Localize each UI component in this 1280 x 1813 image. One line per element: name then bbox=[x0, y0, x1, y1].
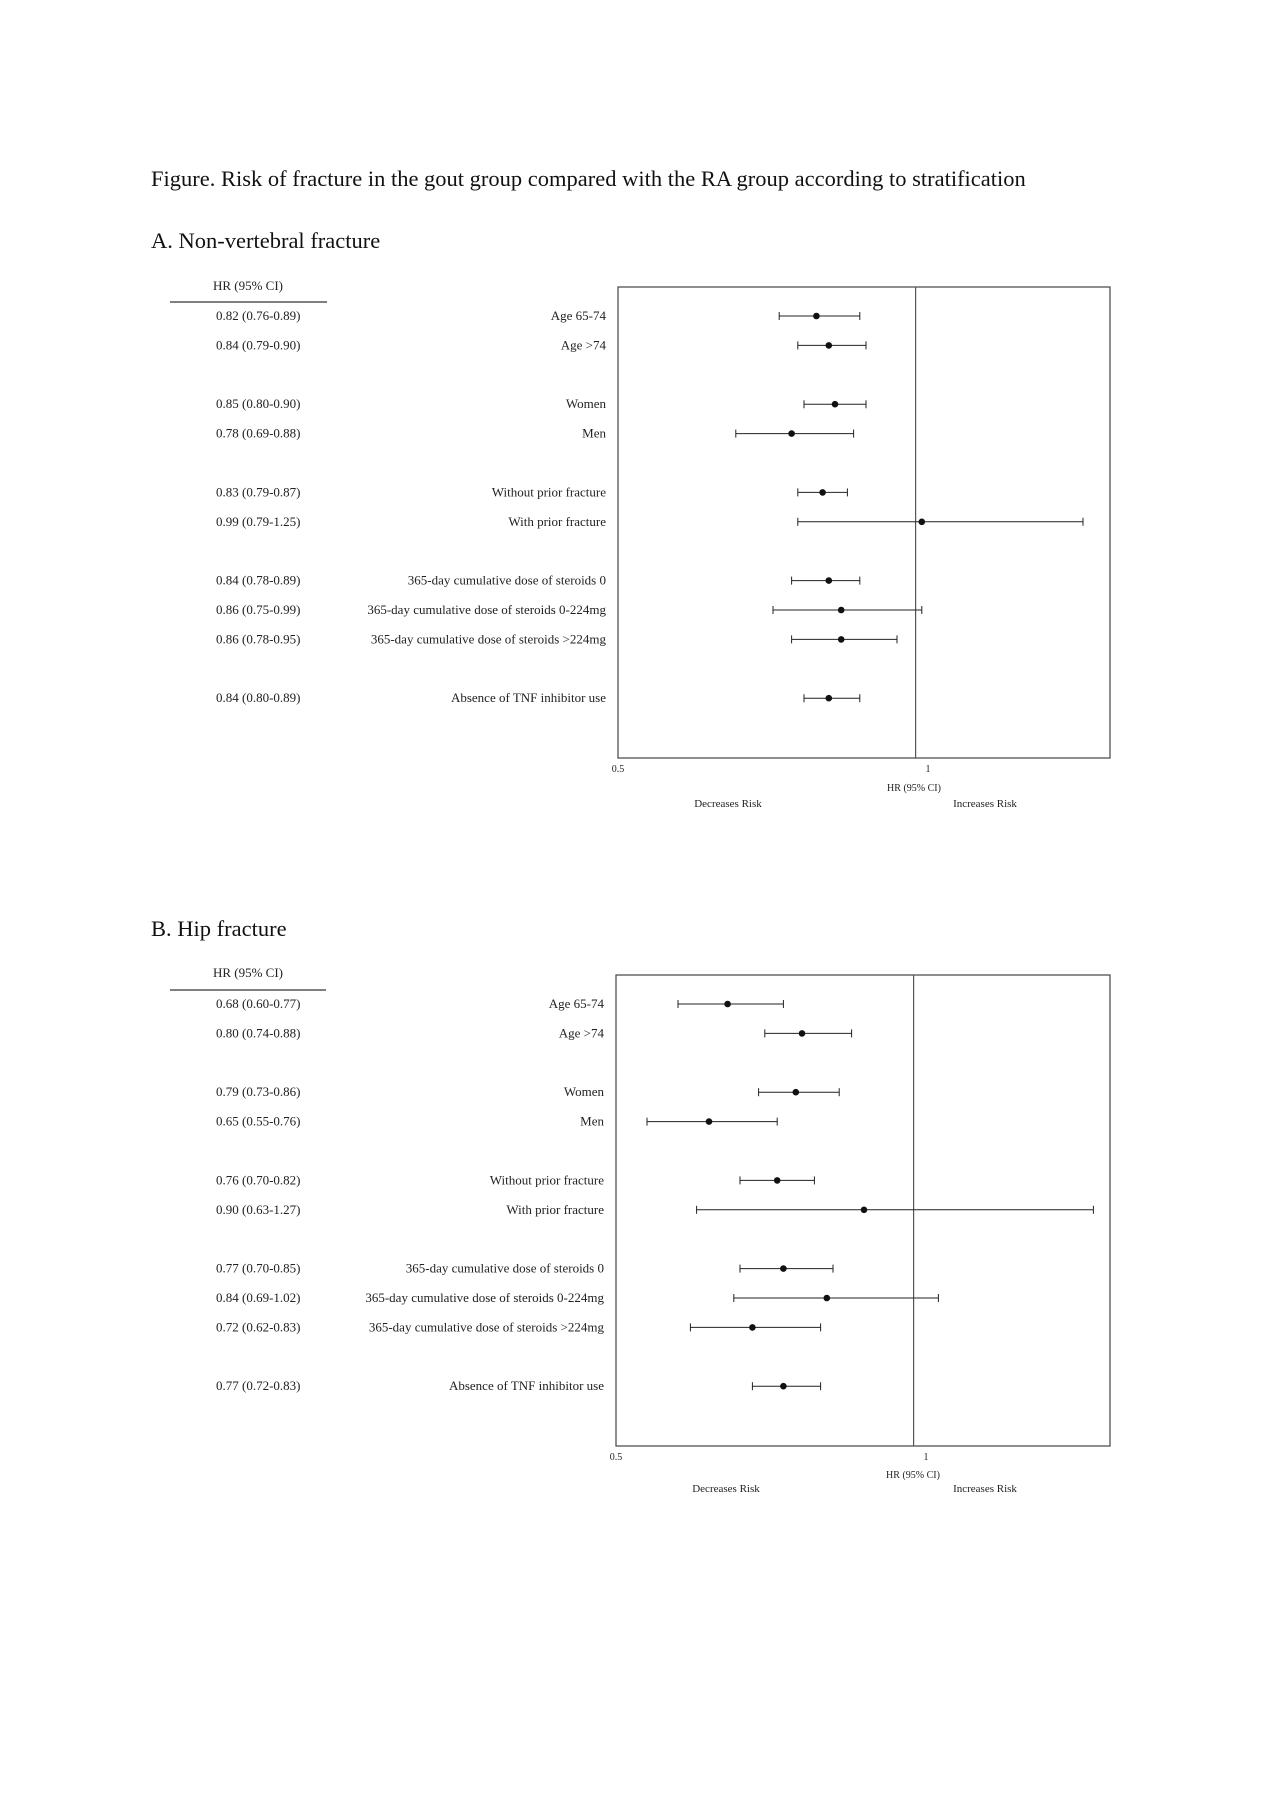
row-label: 365-day cumulative dose of steroids 0-224mg bbox=[367, 602, 606, 617]
left-annotation: Decreases Risk bbox=[694, 798, 762, 810]
hr-value-text: 0.68 (0.60-0.77) bbox=[216, 996, 301, 1011]
hr-value-text: 0.85 (0.80-0.90) bbox=[216, 396, 301, 412]
hr-value-text: 0.84 (0.69-1.02) bbox=[216, 1290, 301, 1305]
point-estimate bbox=[749, 1324, 756, 1331]
hr-value-text: 0.86 (0.75-0.99) bbox=[216, 602, 301, 617]
x-tick-label: 0.5 bbox=[611, 764, 625, 775]
hr-value-text: 0.90 (0.63-1.27) bbox=[216, 1201, 301, 1217]
row-label: Men bbox=[580, 1113, 604, 1129]
hr-value-text: 0.86 (0.78-0.95) bbox=[216, 631, 301, 647]
row-label: Without prior fracture bbox=[489, 1172, 604, 1188]
hr-value-text: 0.80 (0.74-0.88) bbox=[216, 1025, 301, 1041]
point-estimate bbox=[793, 1089, 800, 1096]
hr-value-text: 0.84 (0.78-0.89) bbox=[216, 572, 301, 588]
point-estimate bbox=[780, 1265, 787, 1272]
point-estimate bbox=[824, 1295, 831, 1302]
figure-title: Figure. Risk of fracture in the gout group compared with the RA group according to stratification bbox=[151, 166, 1026, 191]
panel-a-title: A. Non-vertebral fracture bbox=[151, 228, 381, 253]
hr-value-text: 0.83 (0.79-0.87) bbox=[216, 484, 301, 500]
row-label: Age >74 bbox=[558, 1025, 604, 1041]
row-label: With prior fracture bbox=[508, 513, 606, 529]
row-label: Age 65-74 bbox=[550, 308, 606, 323]
row-label: Age >74 bbox=[560, 337, 606, 353]
row-label: 365-day cumulative dose of steroids >224mg bbox=[368, 1319, 604, 1335]
right-annotation: Increases Risk bbox=[953, 1483, 1017, 1495]
row-label: Without prior fracture bbox=[491, 484, 606, 500]
x-tick-label: 0.5 bbox=[609, 1452, 623, 1463]
table-header: HR (95% CI) bbox=[212, 965, 284, 980]
point-estimate bbox=[799, 1030, 806, 1037]
table-header: HR (95% CI) bbox=[212, 278, 284, 293]
row-label: With prior fracture bbox=[506, 1201, 604, 1217]
row-label: Absence of TNF inhibitor use bbox=[450, 690, 606, 706]
left-annotation: Decreases Risk bbox=[692, 1483, 760, 1495]
row-label: 365-day cumulative dose of steroids >224mg bbox=[370, 631, 606, 647]
row-label: 365-day cumulative dose of steroids 0 bbox=[405, 1260, 604, 1276]
hr-value-text: 0.99 (0.79-1.25) bbox=[216, 513, 301, 529]
row-label: Men bbox=[582, 425, 606, 441]
x-tick-label: 1 bbox=[925, 764, 931, 775]
x-axis-label: HR (95% CI) bbox=[886, 1470, 940, 1481]
hr-value-text: 0.84 (0.80-0.89) bbox=[216, 690, 301, 706]
hr-value-text: 0.77 (0.70-0.85) bbox=[216, 1260, 301, 1276]
x-tick-label: 1 bbox=[923, 1452, 929, 1463]
hr-value-text: 0.84 (0.79-0.90) bbox=[216, 337, 301, 353]
point-estimate bbox=[861, 1207, 868, 1214]
hr-value-text: 0.76 (0.70-0.82) bbox=[216, 1172, 301, 1188]
point-estimate bbox=[706, 1118, 713, 1125]
hr-value-text: 0.82 (0.76-0.89) bbox=[216, 308, 301, 323]
hr-value-text: 0.79 (0.73-0.86) bbox=[216, 1084, 301, 1100]
hr-value-text: 0.72 (0.62-0.83) bbox=[216, 1319, 301, 1335]
point-estimate bbox=[774, 1177, 781, 1184]
row-label: 365-day cumulative dose of steroids 0-224mg bbox=[365, 1290, 604, 1305]
panel-b-title: B. Hip fracture bbox=[151, 916, 287, 941]
point-estimate bbox=[724, 1001, 731, 1008]
row-label: Women bbox=[565, 396, 606, 412]
row-label: 365-day cumulative dose of steroids 0 bbox=[407, 572, 606, 588]
hr-value-text: 0.77 (0.72-0.83) bbox=[216, 1378, 301, 1394]
right-annotation: Increases Risk bbox=[953, 798, 1017, 810]
row-label: Absence of TNF inhibitor use bbox=[448, 1378, 604, 1394]
point-estimate bbox=[780, 1383, 787, 1390]
row-label: Women bbox=[563, 1084, 604, 1100]
row-label: Age 65-74 bbox=[548, 996, 604, 1011]
hr-value-text: 0.65 (0.55-0.76) bbox=[216, 1113, 301, 1129]
x-axis-label: HR (95% CI) bbox=[887, 783, 941, 794]
hr-value-text: 0.78 (0.69-0.88) bbox=[216, 425, 301, 441]
